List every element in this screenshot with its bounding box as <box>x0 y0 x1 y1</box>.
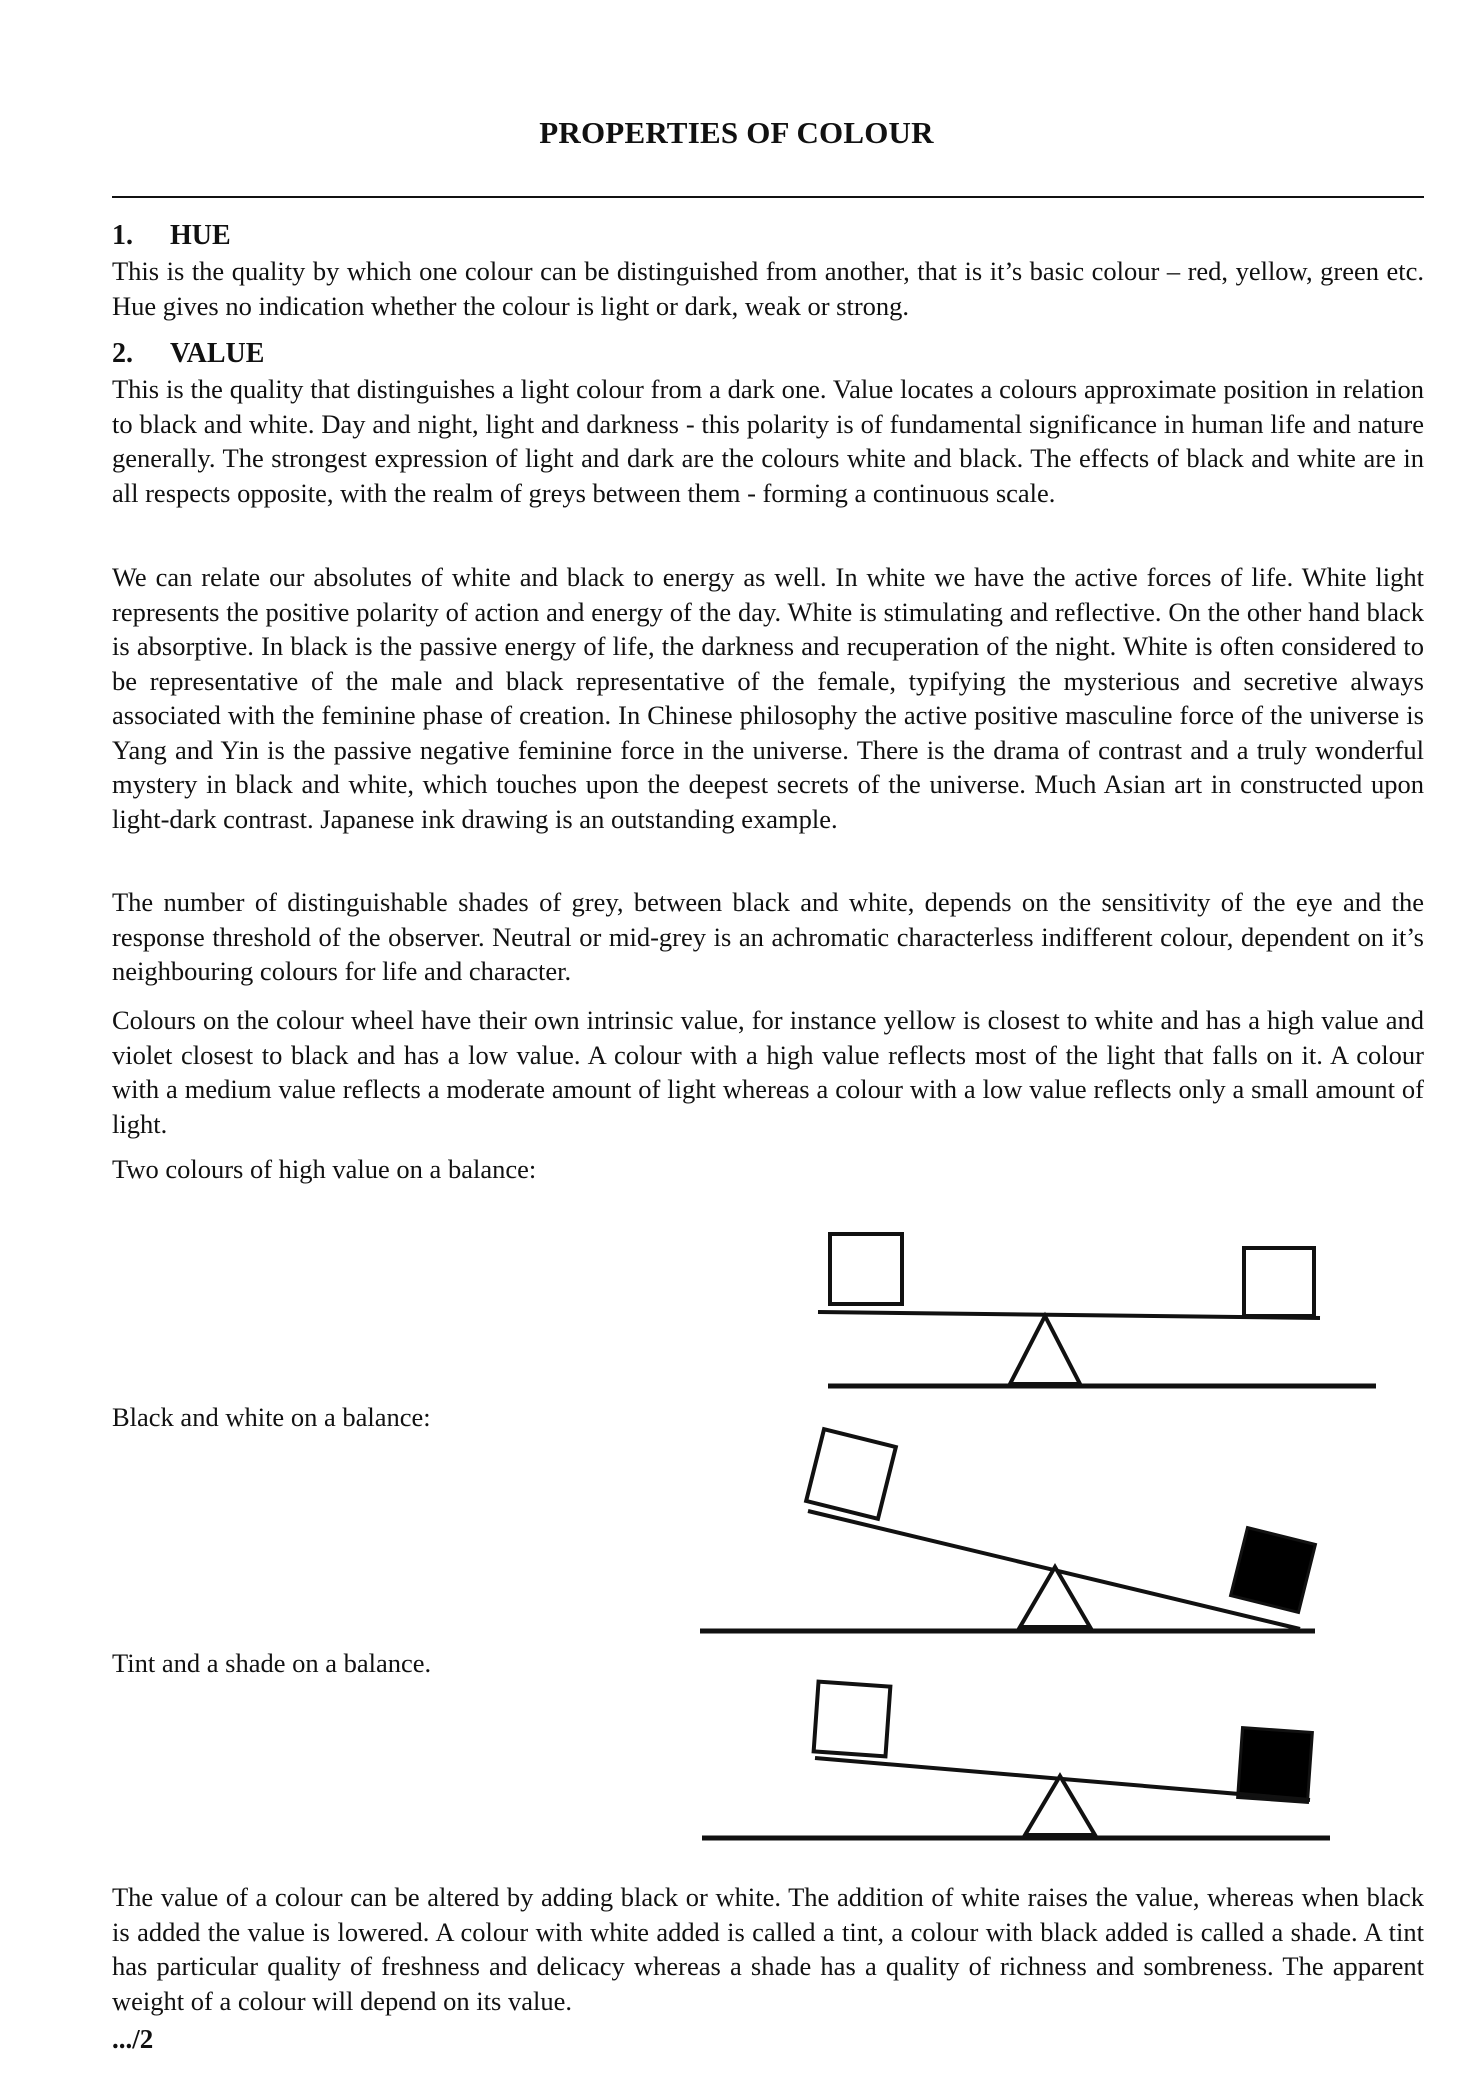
page-continuation: .../2 <box>112 2024 154 2054</box>
balance-3-left-square <box>814 1682 891 1757</box>
value-paragraph-2: We can relate our absolutes of white and black to energy as well. In white we have the active forces of life. White light represents the positive polarity of action and energy of the day. White is stimulating and reflective. On the other hand black is absorptive. In black is the passive energy of life, the darkness and recuperation of the night. White is often considered to be representative of the male and black representative of the female, typifying the mysterious and secretive always associated with the feminine phase of creation. In Chinese philosophy the active positive masculine force of the universe is Yang and Yin is the passive negative feminine force in the universe. There is the drama of contrast and a truly wonderful mystery in black and white, which touches upon the deepest secrets of the universe. Much Asian art in constructed upon light-dark contrast. Japanese ink drawing is an outstanding example. <box>112 562 1424 834</box>
value-heading-title: VALUE <box>170 338 265 369</box>
balance-1-left-square <box>830 1234 902 1304</box>
page-title: PROPERTIES OF COLOUR <box>539 115 934 150</box>
value-heading <box>112 338 1424 370</box>
value-closing-paragraph: The value of a colour can be altered by adding black or white. The addition of white raises the value, whereas when black is added the value is lowered. A colour with white added is called a tint, a colour with black added is called a shade. A tint has particular quality of freshness and delicacy whereas a shade has a quality of richness and sombreness. The apparent weight of a colour will depend on its value. <box>112 1882 1424 2016</box>
hue-heading-title: HUE <box>170 220 231 251</box>
hue-heading <box>112 220 1424 252</box>
balance-label-tint-shade: Tint and a shade on a balance. <box>112 1648 432 1678</box>
balance-2-right-square <box>1231 1528 1316 1613</box>
balance-diagram-black-white <box>690 1425 1340 1635</box>
value-paragraph-1: This is the quality that distinguishes a light colour from a dark one. Value locates a colours approximate position in relation to black and white. Day and night, light and darkness - this polarity is of fundamental significance in human life and nature generally. The strongest expression of light and dark are the colours white and black. The effects of black and white are in all respects opposite, with the realm of greys between them - forming a continuous scale. <box>112 374 1424 508</box>
balance-intro: Two colours of high value on a balance: <box>112 1154 537 1184</box>
balance-3-fulcrum <box>1025 1776 1095 1835</box>
balance-diagram-tint-shade <box>690 1660 1350 1860</box>
title-divider <box>112 196 1424 198</box>
balance-1-fulcrum <box>1010 1316 1080 1384</box>
balance-1-right-square <box>1244 1248 1314 1316</box>
balance-diagram-equal <box>800 1230 1380 1400</box>
hue-heading-number: 1. <box>112 220 133 251</box>
balance-2-left-square <box>806 1429 896 1519</box>
value-heading-number: 2. <box>112 338 133 369</box>
value-paragraph-3: The number of distinguishable shades of grey, between black and white, depends on the sensitivity of the eye and the response threshold of the observer. Neutral or mid-grey is an achromatic characterless indifferent colour, dependent on it’s neighbouring colours for life and character. <box>112 887 1424 986</box>
balance-label-black-white: Black and white on a balance: <box>112 1402 431 1432</box>
value-paragraph-4: Colours on the colour wheel have their own intrinsic value, for instance yellow is closest to white and has a high value and violet closest to black and has a low value. A colour with a high value reflects most of the light that falls on it. A colour with a medium value reflects a moderate amount of light whereas a colour with a low value reflects only a small amount of light. <box>112 1005 1424 1139</box>
balance-3-right-square <box>1238 1728 1313 1803</box>
hue-paragraph: This is the quality by which one colour can be distinguished from another, that is it’s basic colour – red, yellow, green etc. Hue gives no indication whether the colour is light or dark, weak or strong. <box>112 256 1424 321</box>
